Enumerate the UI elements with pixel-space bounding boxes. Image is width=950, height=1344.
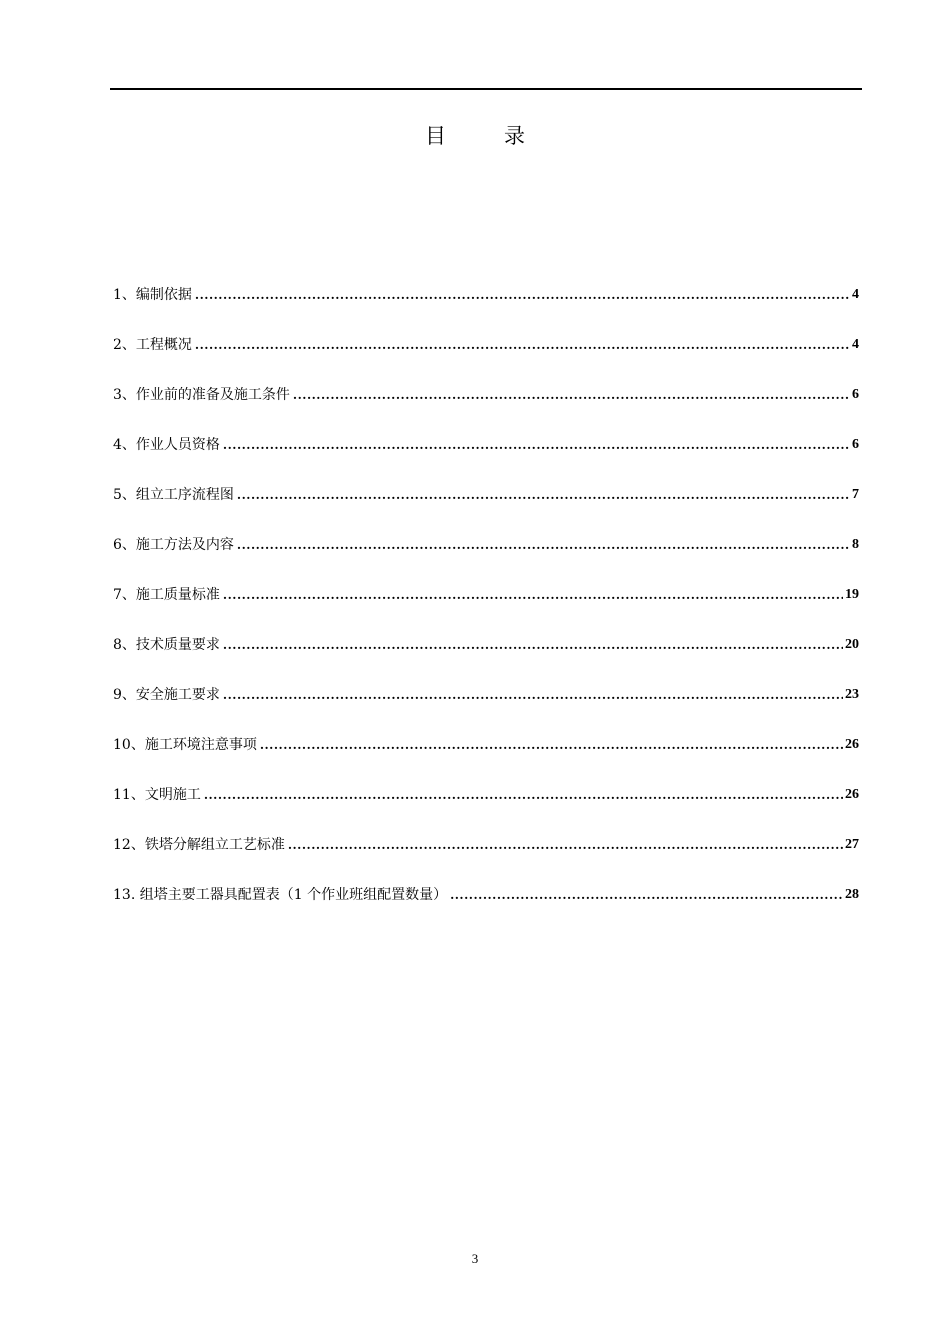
toc-entry[interactable] — [113, 333, 859, 383]
toc-entry-page: 4 — [852, 337, 859, 352]
toc-entry-label: 4、作业人员资格 — [113, 437, 220, 453]
toc-entry-label: 13. 组塔主要工器具配置表（1 个作业班组配置数量） — [113, 887, 448, 903]
toc-entry-page: 4 — [852, 287, 859, 302]
toc-leader-dots — [450, 883, 843, 907]
page-title — [0, 120, 950, 150]
toc-entry[interactable] — [113, 883, 859, 933]
toc-leader-dots — [223, 433, 850, 457]
toc-entry-page: 27 — [845, 837, 859, 852]
toc-entry-page: 26 — [845, 737, 859, 752]
toc-entry-page: 20 — [845, 637, 859, 652]
toc-leader-dots — [293, 383, 850, 407]
toc-entry[interactable] — [113, 833, 859, 883]
toc-entry-page: 26 — [845, 787, 859, 802]
toc-entry-label: 7、施工质量标准 — [113, 587, 220, 603]
toc-entry-label: 5、组立工序流程图 — [113, 487, 234, 503]
toc-leader-dots — [223, 633, 843, 657]
toc-leader-dots — [237, 483, 850, 507]
toc-entry-page: 23 — [845, 687, 859, 702]
toc-leader-dots — [288, 833, 843, 857]
toc-entry-label: 3、作业前的准备及施工条件 — [113, 387, 290, 403]
toc-entry-page: 6 — [852, 387, 859, 402]
header-rule — [110, 88, 862, 90]
toc-entry[interactable] — [113, 283, 859, 333]
toc-leader-dots — [260, 733, 843, 757]
toc-entry-label: 8、技术质量要求 — [113, 637, 220, 653]
toc-entry-page: 28 — [845, 887, 859, 902]
toc-entry-page: 7 — [852, 487, 859, 502]
toc-leader-dots — [195, 283, 850, 307]
page-number: 3 — [471, 1251, 479, 1266]
toc-entry-label: 11、文明施工 — [113, 787, 201, 803]
toc-entry[interactable] — [113, 383, 859, 433]
toc-leader-dots — [223, 583, 843, 607]
table-of-contents — [113, 283, 859, 933]
toc-entry-label: 9、安全施工要求 — [113, 687, 220, 703]
title-char-2: 录 — [504, 124, 525, 148]
toc-entry-label: 10、施工环境注意事项 — [113, 737, 257, 753]
title-char-1: 目 — [425, 124, 446, 148]
toc-leader-dots — [237, 533, 850, 557]
toc-entry-label: 1、编制依据 — [113, 287, 192, 303]
toc-entry-page: 6 — [852, 437, 859, 452]
toc-leader-dots — [195, 333, 850, 357]
toc-leader-dots — [223, 683, 843, 707]
toc-leader-dots — [204, 783, 843, 807]
toc-entry[interactable] — [113, 533, 859, 583]
toc-entry[interactable] — [113, 783, 859, 833]
toc-entry[interactable] — [113, 683, 859, 733]
toc-entry-page: 19 — [845, 587, 859, 602]
toc-entry[interactable] — [113, 433, 859, 483]
toc-entry[interactable] — [113, 583, 859, 633]
toc-entry[interactable] — [113, 483, 859, 533]
toc-entry[interactable] — [113, 733, 859, 783]
toc-entry-label: 6、施工方法及内容 — [113, 537, 234, 553]
toc-entry[interactable] — [113, 633, 859, 683]
toc-entry-label: 12、铁塔分解组立工艺标准 — [113, 837, 285, 853]
toc-entry-page: 8 — [852, 537, 859, 552]
toc-entry-label: 2、工程概况 — [113, 337, 192, 353]
